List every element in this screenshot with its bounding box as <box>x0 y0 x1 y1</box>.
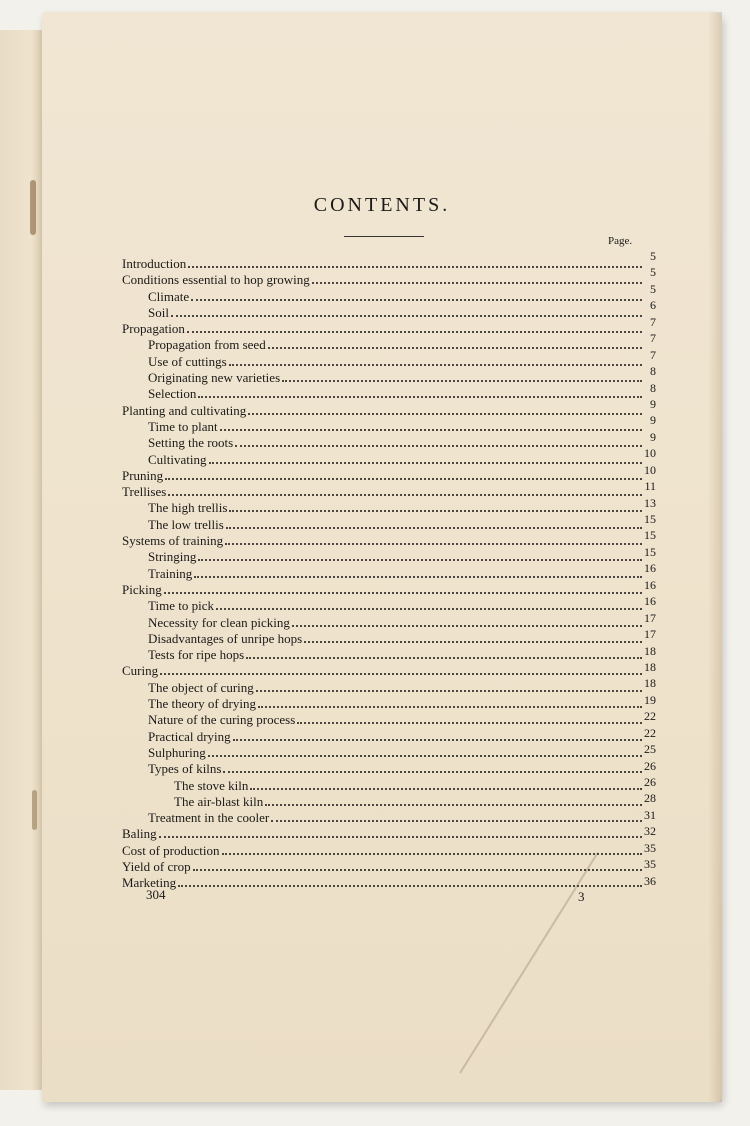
toc-page-number: 22 <box>644 709 656 724</box>
toc-entry-label: Yield of crop <box>122 858 191 874</box>
toc-page-number: 35 <box>644 840 656 855</box>
dot-leader <box>220 419 642 431</box>
dot-leader <box>216 598 642 610</box>
dot-leader <box>194 566 642 578</box>
toc-entry-label: Use of cuttings <box>148 353 227 369</box>
toc-entry-label: The air-blast kiln <box>174 793 264 809</box>
toc-entry <box>122 435 642 451</box>
toc-page-number: 8 <box>650 380 656 395</box>
toc-entry <box>122 354 642 370</box>
page-number-column <box>624 248 656 889</box>
toc-entry-label: Nature of the curing process <box>148 712 296 728</box>
toc-page-number: 11 <box>644 479 656 494</box>
toc-entry <box>122 696 642 712</box>
dot-leader <box>233 729 642 741</box>
toc-page-number: 26 <box>644 775 656 789</box>
dot-leader <box>312 272 642 284</box>
toc-entry <box>122 484 642 500</box>
toc-entry-label: Cost of production <box>122 842 220 858</box>
toc-entry-label: Disadvantages of unripe hops <box>148 630 303 646</box>
toc-entry <box>122 826 642 842</box>
toc-entry-label: The high trellis <box>148 500 228 516</box>
toc-entry <box>122 500 642 516</box>
toc-entry <box>122 256 642 272</box>
dot-leader <box>258 696 642 708</box>
dot-leader <box>159 826 642 838</box>
toc-entry <box>122 386 642 402</box>
toc-entry <box>122 810 642 826</box>
toc-entry <box>122 729 642 745</box>
toc-page-number: 10 <box>644 446 656 461</box>
toc-entry <box>122 468 642 484</box>
dot-leader <box>256 680 642 692</box>
page-edge-shadow <box>708 12 722 1102</box>
dot-leader <box>225 533 642 545</box>
toc-entry-label: Climate <box>148 288 190 304</box>
toc-page-number: 8 <box>650 364 656 379</box>
toc-entry-label: Curing <box>122 663 159 679</box>
dot-leader <box>187 321 642 333</box>
book-page <box>42 12 722 1102</box>
dot-leader <box>229 500 642 512</box>
dot-leader <box>164 582 642 594</box>
dot-leader <box>250 778 642 790</box>
toc-page-number: 15 <box>644 512 656 526</box>
dot-leader <box>188 256 642 268</box>
dot-leader <box>292 615 642 627</box>
toc-page-number: 32 <box>644 824 656 839</box>
toc-entry-label: Time to plant <box>148 418 218 434</box>
dot-leader <box>198 386 642 398</box>
page-title: CONTENTS. <box>313 194 451 216</box>
dot-leader <box>223 761 642 773</box>
toc-entry <box>122 615 642 631</box>
footer-bulletin-number: 304 <box>146 887 166 902</box>
toc-entry-label: Propagation <box>122 321 185 337</box>
toc-entry <box>122 582 642 598</box>
toc-page-number: 16 <box>644 577 656 592</box>
dot-leader <box>246 647 642 659</box>
binding-stain <box>30 180 36 235</box>
toc-entry <box>122 305 642 321</box>
toc-entry-label: Baling <box>122 826 157 842</box>
toc-entry-label: Soil <box>148 304 169 320</box>
toc-entry <box>122 843 642 859</box>
toc-page-number: 6 <box>650 298 656 313</box>
toc-entry <box>122 745 642 761</box>
dot-leader <box>191 289 642 301</box>
toc-entry-label: Treatment in the cooler <box>148 810 270 826</box>
toc-page-number: 18 <box>644 676 656 691</box>
toc-entry-label: Conditions essential to hop growing <box>122 272 310 288</box>
dot-leader <box>235 435 642 447</box>
toc-entry <box>122 321 642 337</box>
toc-entry <box>122 452 642 468</box>
toc-entry-label: Systems of training <box>122 533 224 549</box>
toc-page-number: 5 <box>650 265 656 280</box>
toc-entry <box>122 631 642 647</box>
dot-leader <box>160 663 642 675</box>
toc-entry <box>122 859 642 875</box>
toc-page-number: 35 <box>644 857 656 872</box>
dot-leader <box>226 517 642 529</box>
toc-page-number: 22 <box>644 725 656 740</box>
dot-leader <box>268 337 642 349</box>
toc-entry-label: Trellises <box>122 484 167 500</box>
dot-leader <box>248 403 642 415</box>
toc-entry-label: Necessity for clean picking <box>148 614 290 630</box>
dot-leader <box>198 549 642 561</box>
toc-page-number: 15 <box>644 544 656 559</box>
toc-entry <box>122 875 642 891</box>
toc-page-number: 19 <box>644 692 656 707</box>
toc-page-number: 17 <box>644 627 656 642</box>
toc-entry-label: Types of kilns <box>148 761 222 777</box>
toc-entry <box>122 370 642 386</box>
toc-page-number: 7 <box>650 331 656 346</box>
toc-entry-label: Selection <box>148 386 197 402</box>
dot-leader <box>297 712 642 724</box>
toc-entry <box>122 598 642 614</box>
toc-entry <box>122 778 642 794</box>
toc-entry <box>122 794 642 810</box>
toc-entry-label: The stove kiln <box>174 777 249 793</box>
toc-entry-label: Pruning <box>122 467 164 483</box>
toc-entry-label: Marketing <box>122 875 177 891</box>
toc-entry <box>122 680 642 696</box>
toc-page-number: 5 <box>650 249 656 263</box>
toc-entry <box>122 419 642 435</box>
binding-stain <box>32 790 37 830</box>
toc-entry-label: The low trellis <box>148 516 224 532</box>
dot-leader <box>165 468 642 480</box>
left-page-edge <box>0 30 45 1090</box>
dot-leader <box>229 354 642 366</box>
toc-entry-label: Practical drying <box>148 728 231 744</box>
dot-leader <box>304 631 642 643</box>
toc-page-number: 15 <box>644 528 656 543</box>
toc-entry-label: Time to pick <box>148 598 214 614</box>
toc-entry-label: Cultivating <box>148 451 207 467</box>
toc-entry-label: Sulphuring <box>148 744 206 760</box>
toc-page-number: 25 <box>644 742 656 757</box>
toc-page-number: 31 <box>644 807 656 822</box>
toc-page-number: 13 <box>644 495 656 510</box>
toc-entry-label: Tests for ripe hops <box>148 647 245 663</box>
dot-leader <box>208 745 642 757</box>
toc-page-number: 9 <box>650 429 656 444</box>
toc-page-number: 26 <box>644 758 656 773</box>
dot-leader <box>209 452 643 464</box>
toc-entry <box>122 566 642 582</box>
dot-leader <box>178 875 642 887</box>
toc-entry-label: Originating new varieties <box>148 370 281 386</box>
toc-entry <box>122 337 642 353</box>
toc-page-number: 7 <box>650 347 656 362</box>
toc-entry-label: Setting the roots <box>148 435 234 451</box>
page-column-header: Page. <box>608 235 633 247</box>
toc-page-number: 10 <box>644 462 656 477</box>
dot-leader <box>168 484 642 496</box>
dot-leader <box>271 810 642 822</box>
toc-entry <box>122 403 642 419</box>
toc-entry <box>122 272 642 288</box>
toc-entry-label: The object of curing <box>148 679 254 695</box>
toc-entry <box>122 549 642 565</box>
toc-entry <box>122 761 642 777</box>
toc-page-number: 7 <box>650 314 656 329</box>
toc-page-number: 16 <box>644 594 656 609</box>
toc-entry <box>122 663 642 679</box>
toc-entry-label: Picking <box>122 581 162 597</box>
toc-entry <box>122 712 642 728</box>
toc-entry-label: Planting and cultivating <box>122 402 247 418</box>
toc-entry-label: The theory of drying <box>148 696 256 712</box>
toc-entry-label: Introduction <box>122 256 187 271</box>
toc-entry-label: Propagation from seed <box>148 337 266 353</box>
toc-page-number: 9 <box>650 396 656 411</box>
toc-page-number: 36 <box>644 873 656 888</box>
dot-leader <box>222 843 643 855</box>
toc-entry-label: Training <box>148 565 193 581</box>
toc-page-number: 9 <box>650 413 656 428</box>
toc-page-number: 16 <box>644 561 656 576</box>
table-of-contents <box>122 256 642 892</box>
toc-entry <box>122 533 642 549</box>
title-rule <box>344 236 424 237</box>
dot-leader <box>193 859 642 871</box>
toc-page-number: 18 <box>644 643 656 658</box>
toc-entry <box>122 517 642 533</box>
dot-leader <box>265 794 642 806</box>
toc-entry-label: Stringing <box>148 549 197 565</box>
dot-leader <box>171 305 642 317</box>
footer-page-number: 3 <box>578 889 585 904</box>
toc-entry <box>122 289 642 305</box>
toc-page-number: 5 <box>650 281 656 296</box>
toc-page-number: 18 <box>644 659 656 674</box>
toc-page-number: 17 <box>644 610 656 625</box>
toc-entry <box>122 647 642 663</box>
toc-page-number: 28 <box>644 791 656 806</box>
dot-leader <box>282 370 642 382</box>
